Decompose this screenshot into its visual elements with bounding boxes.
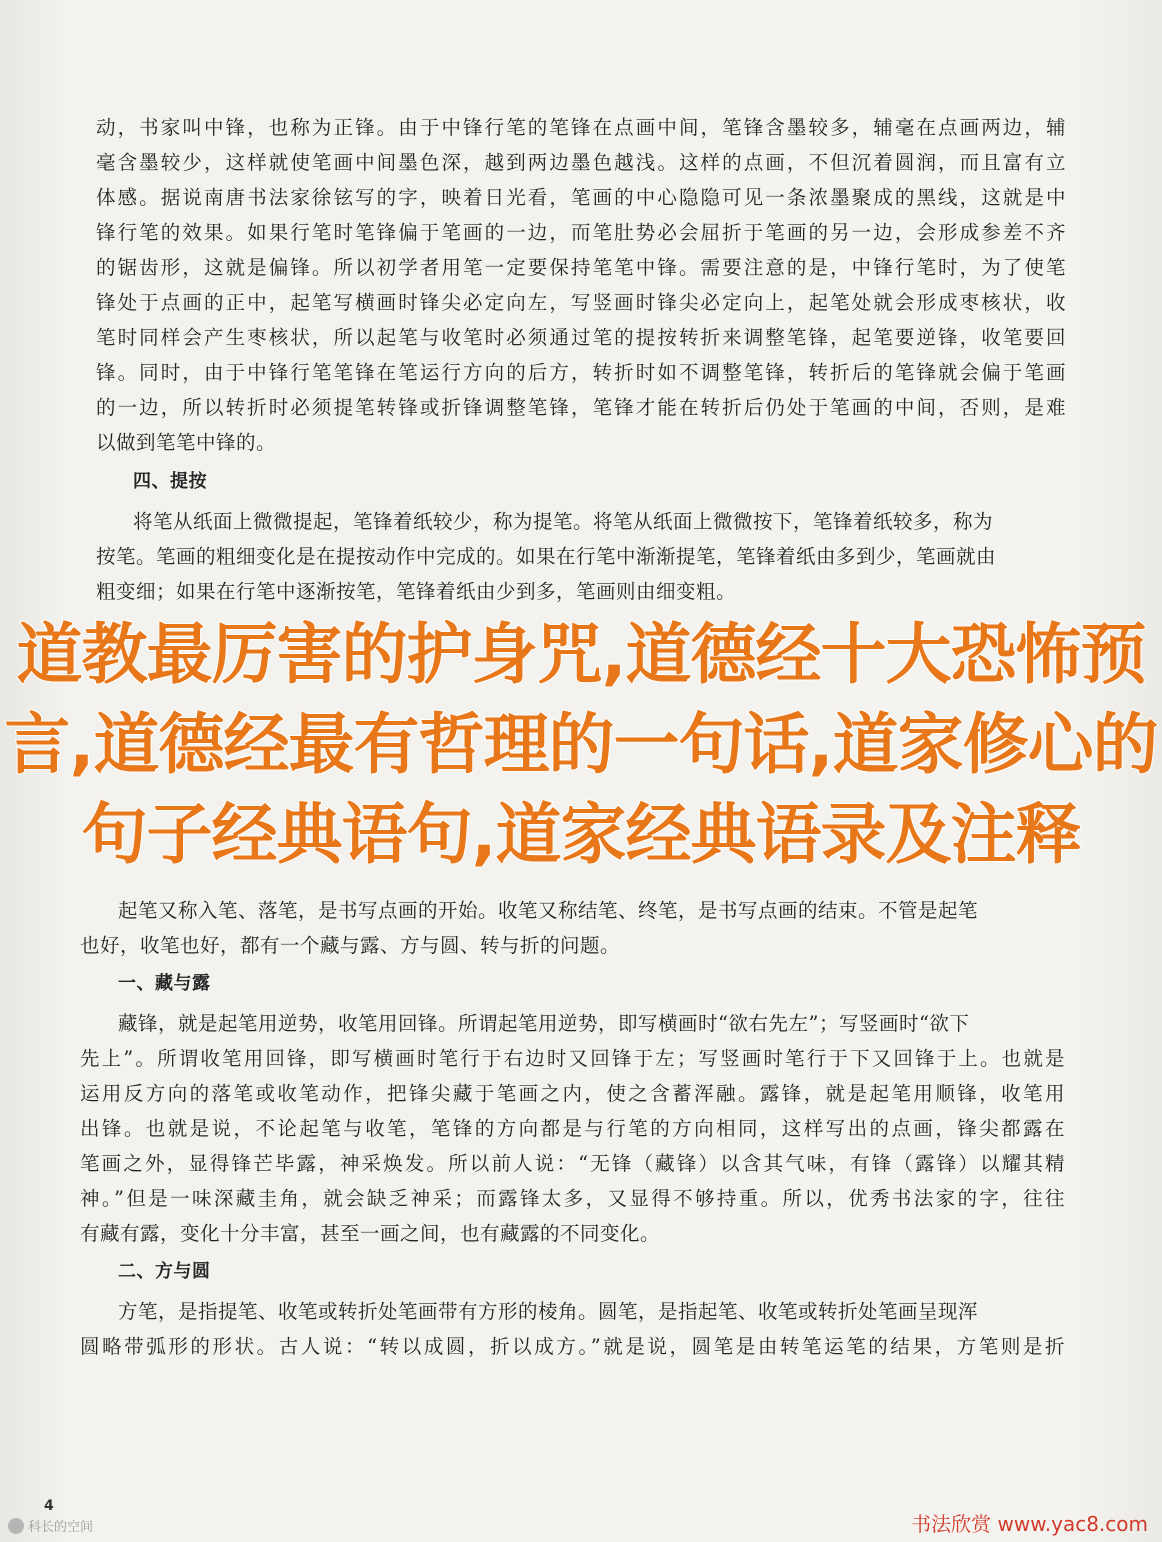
text-line: 藏锋，就是起笔用逆势，收笔用回锋。所谓起笔用逆势，即写横画时“欲右先左”；写竖画时“欲下 bbox=[118, 1012, 970, 1035]
section-heading: 一、藏与露 bbox=[118, 973, 211, 994]
text-line: 动，书家叫中锋，也称为正锋。由于中锋行笔的笔锋在点画中间，笔锋含墨较多，辅毫在点画两边，辅 bbox=[96, 116, 1066, 139]
text-line: 笔画之外，显得锋芒毕露，神采焕发。所以前人说：“无锋（藏锋）以含其气味，有锋（露锋）以耀其精 bbox=[80, 1152, 1065, 1175]
text-line: 以做到笔笔中锋的。 bbox=[96, 431, 277, 454]
text-line: 锋行笔的效果。如果行笔时笔锋偏于笔画的一边，而笔肚势必会屈折于笔画的另一边，会形成参差不齐 bbox=[96, 221, 1066, 244]
text-line: 运用反方向的落笔或收笔动作，把锋尖藏于笔画之内，使之含蓄浑融。露锋，就是起笔用顺锋，收笔用 bbox=[80, 1082, 1065, 1105]
watermark-left-text: 科长的空间 bbox=[28, 1520, 94, 1535]
text-line: 体感。据说南唐书法家徐铉写的字，映着日光看，笔画的中心隐隐可见一条浓墨聚成的黑线，这就是中 bbox=[96, 186, 1066, 209]
text-line: 圆略带弧形的形状。古人说：“转以成圆，折以成方。”就是说，圆笔是由转笔运笔的结果，方笔则是折 bbox=[80, 1335, 1065, 1358]
page-number: 4 bbox=[44, 1498, 54, 1514]
text-line: 毫含墨较少，这样就使笔画中间墨色深，越到两边墨色越浅。这样的点画，不但沉着圆润，而且富有立 bbox=[96, 151, 1066, 174]
text-line: 的一边，所以转折时必须提笔转锋或折锋调整笔锋，笔锋才能在转折后仍处于笔画的中间，否则，是难 bbox=[96, 396, 1066, 419]
text-line: 起笔又称入笔、落笔，是书写点画的开始。收笔又称结笔、终笔，是书写点画的结束。不管是起笔 bbox=[118, 899, 979, 922]
text-line: 笔时同样会产生枣核状，所以起笔与收笔时必须通过笔的提按转折来调整笔锋，起笔要逆锋，收笔要回 bbox=[96, 326, 1066, 349]
section-heading: 四、提按 bbox=[133, 471, 207, 492]
watermark-logo-icon bbox=[8, 1518, 24, 1534]
text-line: 按笔。笔画的粗细变化是在提按动作中完成的。如果在行笔中渐渐提笔，笔锋着纸由多到少，笔画就由 bbox=[96, 545, 997, 568]
text-line: 粗变细；如果在行笔中逐渐按笔，笔锋着纸由少到多，笔画则由细变粗。 bbox=[96, 580, 737, 603]
text-line: 先上”。所谓收笔用回锋，即写横画时笔行于右边时又回锋于左；写竖画时笔行于下又回锋于上。也就是 bbox=[80, 1047, 1065, 1070]
text-line: 锋。同时，由于中锋行笔笔锋在笔运行方向的后方，转折时如不调整笔锋，转折后的笔锋就会偏于笔画 bbox=[96, 361, 1066, 384]
text-line: 有藏有露，变化十分丰富，甚至一画之间，也有藏露的不同变化。 bbox=[80, 1222, 661, 1245]
text-line: 将笔从纸面上微微提起，笔锋着纸较少，称为提笔。将笔从纸面上微微按下，笔锋着纸较多，称为 bbox=[133, 510, 994, 533]
text-line: 出锋。也就是说，不论起笔与收笔，笔锋的方向都是与行笔的方向相同，这样写出的点画，锋尖都露在 bbox=[80, 1117, 1065, 1140]
watermark-right: 书法欣赏 www.yac8.com bbox=[911, 1512, 1148, 1536]
section-heading: 二、方与圆 bbox=[118, 1261, 211, 1282]
overlay-title: 道教最厉害的护身咒,道德经十大恐怖预言,道德经最有哲理的一句话,道家修心的句子经典语句,道家经典语录及注释 bbox=[4, 616, 1158, 873]
text-line: 神。”但是一味深藏圭角，就会缺乏神采；而露锋太多，又显得不够持重。所以，优秀书法家的字，往往 bbox=[80, 1187, 1065, 1210]
text-line: 锋处于点画的正中，起笔写横画时锋尖必定向左，写竖画时锋尖必定向上，起笔处就会形成枣核状，收 bbox=[96, 291, 1066, 314]
watermark-left bbox=[8, 1516, 93, 1535]
text-line: 方笔，是指提笔、收笔或转折处笔画带有方形的棱角。圆笔，是指起笔、收笔或转折处笔画呈现浑 bbox=[118, 1300, 979, 1323]
text-line: 也好，收笔也好，都有一个藏与露、方与圆、转与折的问题。 bbox=[80, 934, 621, 957]
text-line: 的锯齿形，这就是偏锋。所以初学者用笔一定要保持笔笔中锋。需要注意的是，中锋行笔时，为了使笔 bbox=[96, 256, 1066, 279]
